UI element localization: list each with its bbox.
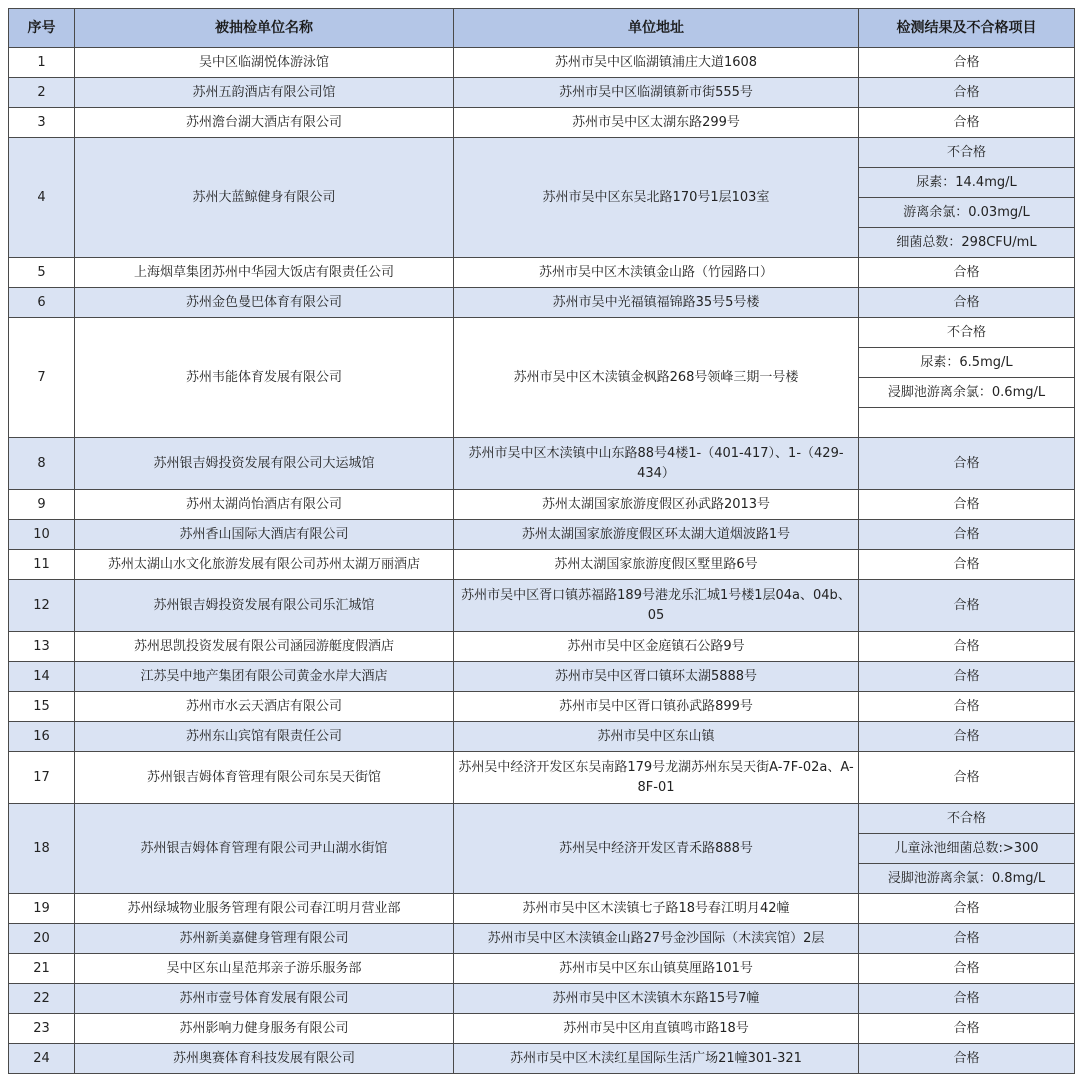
table-row — [9, 580, 1075, 632]
column-header-unit-name: 被抽检单位名称 — [75, 9, 454, 48]
row-address: 苏州太湖国家旅游度假区孙武路2013号 — [454, 490, 859, 520]
row-unit-name: 苏州太湖尚怡酒店有限公司 — [75, 490, 454, 520]
row-result: 合格 — [859, 894, 1075, 924]
row-result: 合格 — [859, 48, 1075, 78]
row-result: 合格 — [859, 288, 1075, 318]
row-failed-item: 浸脚池游离余氯：0.8mg/L — [859, 864, 1075, 894]
row-address: 苏州市吴中区木渎镇金枫路268号领峰三期一号楼 — [454, 318, 859, 438]
table-row — [9, 632, 1075, 662]
row-result: 合格 — [859, 984, 1075, 1014]
row-address: 苏州市吴中区胥口镇孙武路899号 — [454, 692, 859, 722]
row-address: 苏州市吴中区临湖镇浦庄大道1608 — [454, 48, 859, 78]
row-no: 18 — [9, 804, 75, 894]
row-unit-name: 苏州新美嘉健身管理有限公司 — [75, 924, 454, 954]
row-result: 合格 — [859, 752, 1075, 804]
row-result: 合格 — [859, 580, 1075, 632]
table-row — [9, 48, 1075, 78]
row-unit-name: 苏州市水云天酒店有限公司 — [75, 692, 454, 722]
table-row — [9, 138, 1075, 168]
table-row — [9, 550, 1075, 580]
row-unit-name: 苏州韦能体育发展有限公司 — [75, 318, 454, 438]
row-no: 12 — [9, 580, 75, 632]
row-no: 19 — [9, 894, 75, 924]
row-unit-name: 苏州影响力健身服务有限公司 — [75, 1014, 454, 1044]
row-address: 苏州市吴中区东吴北路170号1层103室 — [454, 138, 859, 258]
table-row — [9, 520, 1075, 550]
row-no: 7 — [9, 318, 75, 438]
row-result: 合格 — [859, 520, 1075, 550]
row-failed-item: 尿素：14.4mg/L — [859, 168, 1075, 198]
table-row — [9, 894, 1075, 924]
row-no: 16 — [9, 722, 75, 752]
row-result-status: 不合格 — [859, 804, 1075, 834]
row-no: 8 — [9, 438, 75, 490]
row-address: 苏州市吴中区木渎镇中山东路88号4楼1-（401-417）、1-（429-434） — [454, 438, 859, 490]
table-row — [9, 490, 1075, 520]
row-failed-item-empty — [859, 408, 1075, 438]
table-row — [9, 438, 1075, 490]
row-address: 苏州市吴中区胥口镇环太湖5888号 — [454, 662, 859, 692]
row-address: 苏州太湖国家旅游度假区墅里路6号 — [454, 550, 859, 580]
row-result: 合格 — [859, 438, 1075, 490]
row-no: 3 — [9, 108, 75, 138]
row-address: 苏州市吴中区甪直镇鸣市路18号 — [454, 1014, 859, 1044]
row-no: 14 — [9, 662, 75, 692]
row-address: 苏州市吴中区木渎镇木东路15号7幢 — [454, 984, 859, 1014]
column-header-address: 单位地址 — [454, 9, 859, 48]
row-unit-name: 苏州思凯投资发展有限公司涵园游艇度假酒店 — [75, 632, 454, 662]
table-row — [9, 258, 1075, 288]
row-no: 22 — [9, 984, 75, 1014]
row-result: 合格 — [859, 1044, 1075, 1074]
row-no: 13 — [9, 632, 75, 662]
row-address: 苏州市吴中区金庭镇石公路9号 — [454, 632, 859, 662]
row-unit-name: 苏州五韵酒店有限公司馆 — [75, 78, 454, 108]
row-result-status: 不合格 — [859, 318, 1075, 348]
row-address: 苏州吴中经济开发区东吴南路179号龙湖苏州东吴天街A-7F-02a、A-8F-01 — [454, 752, 859, 804]
table-row — [9, 752, 1075, 804]
row-unit-name: 苏州银吉姆体育管理有限公司尹山湖水街馆 — [75, 804, 454, 894]
table-header-row — [9, 9, 1075, 48]
row-no: 17 — [9, 752, 75, 804]
table-row — [9, 108, 1075, 138]
table-row — [9, 804, 1075, 834]
row-unit-name: 苏州澹台湖大酒店有限公司 — [75, 108, 454, 138]
row-result: 合格 — [859, 662, 1075, 692]
row-address: 苏州市吴中光福镇福锦路35号5号楼 — [454, 288, 859, 318]
row-unit-name: 苏州东山宾馆有限责任公司 — [75, 722, 454, 752]
row-result: 合格 — [859, 954, 1075, 984]
row-no: 6 — [9, 288, 75, 318]
column-header-result: 检测结果及不合格项目 — [859, 9, 1075, 48]
row-no: 9 — [9, 490, 75, 520]
row-no: 10 — [9, 520, 75, 550]
table-row — [9, 692, 1075, 722]
row-unit-name: 吴中区东山星范邦亲子游乐服务部 — [75, 954, 454, 984]
row-address: 苏州市吴中区东山镇莫厘路101号 — [454, 954, 859, 984]
row-unit-name: 江苏吴中地产集团有限公司黄金水岸大酒店 — [75, 662, 454, 692]
table-row — [9, 78, 1075, 108]
row-result: 合格 — [859, 258, 1075, 288]
row-unit-name: 苏州太湖山水文化旅游发展有限公司苏州太湖万丽酒店 — [75, 550, 454, 580]
row-failed-item: 儿童泳池细菌总数:>300 — [859, 834, 1075, 864]
row-unit-name: 上海烟草集团苏州中华园大饭店有限责任公司 — [75, 258, 454, 288]
row-result: 合格 — [859, 108, 1075, 138]
row-address: 苏州市吴中区太湖东路299号 — [454, 108, 859, 138]
row-unit-name: 苏州银吉姆体育管理有限公司东吴天街馆 — [75, 752, 454, 804]
row-address: 苏州市吴中区临湖镇新市街555号 — [454, 78, 859, 108]
row-no: 21 — [9, 954, 75, 984]
row-failed-item: 细菌总数：298CFU/mL — [859, 228, 1075, 258]
row-result: 合格 — [859, 722, 1075, 752]
inspection-results-table — [8, 8, 1075, 1074]
row-failed-item: 游离余氯：0.03mg/L — [859, 198, 1075, 228]
table-row — [9, 984, 1075, 1014]
row-no: 1 — [9, 48, 75, 78]
row-result-status: 不合格 — [859, 138, 1075, 168]
row-failed-item: 浸脚池游离余氯：0.6mg/L — [859, 378, 1075, 408]
table-row — [9, 924, 1075, 954]
row-unit-name: 苏州金色曼巴体育有限公司 — [75, 288, 454, 318]
table-row — [9, 662, 1075, 692]
row-result: 合格 — [859, 490, 1075, 520]
table-row — [9, 1044, 1075, 1074]
table-row — [9, 722, 1075, 752]
row-failed-item: 尿素：6.5mg/L — [859, 348, 1075, 378]
row-no: 15 — [9, 692, 75, 722]
row-no: 20 — [9, 924, 75, 954]
row-result: 合格 — [859, 692, 1075, 722]
row-result: 合格 — [859, 550, 1075, 580]
row-address: 苏州市吴中区木渎镇金山路（竹园路口） — [454, 258, 859, 288]
table-row — [9, 1014, 1075, 1044]
row-no: 4 — [9, 138, 75, 258]
row-unit-name: 吴中区临湖悦体游泳馆 — [75, 48, 454, 78]
table-row — [9, 954, 1075, 984]
row-address: 苏州吴中经济开发区青禾路888号 — [454, 804, 859, 894]
row-result: 合格 — [859, 924, 1075, 954]
row-address: 苏州市吴中区木渎红星国际生活广场21幢301-321 — [454, 1044, 859, 1074]
row-result: 合格 — [859, 1014, 1075, 1044]
row-address: 苏州太湖国家旅游度假区环太湖大道烟波路1号 — [454, 520, 859, 550]
column-header-no: 序号 — [9, 9, 75, 48]
row-unit-name: 苏州香山国际大酒店有限公司 — [75, 520, 454, 550]
row-no: 23 — [9, 1014, 75, 1044]
row-result: 合格 — [859, 78, 1075, 108]
row-no: 2 — [9, 78, 75, 108]
table-row — [9, 318, 1075, 348]
row-no: 11 — [9, 550, 75, 580]
table-row — [9, 288, 1075, 318]
row-address: 苏州市吴中区东山镇 — [454, 722, 859, 752]
row-unit-name: 苏州绿城物业服务管理有限公司春江明月营业部 — [75, 894, 454, 924]
row-result: 合格 — [859, 632, 1075, 662]
row-no: 5 — [9, 258, 75, 288]
row-unit-name: 苏州银吉姆投资发展有限公司大运城馆 — [75, 438, 454, 490]
row-address: 苏州市吴中区木渎镇金山路27号金沙国际（木渎宾馆）2层 — [454, 924, 859, 954]
row-address: 苏州市吴中区胥口镇苏福路189号港龙乐汇城1号楼1层04a、04b、05 — [454, 580, 859, 632]
row-address: 苏州市吴中区木渎镇七子路18号春江明月42幢 — [454, 894, 859, 924]
row-unit-name: 苏州银吉姆投资发展有限公司乐汇城馆 — [75, 580, 454, 632]
row-unit-name: 苏州市壹号体育发展有限公司 — [75, 984, 454, 1014]
row-no: 24 — [9, 1044, 75, 1074]
row-unit-name: 苏州奥赛体育科技发展有限公司 — [75, 1044, 454, 1074]
row-unit-name: 苏州大蓝鲸健身有限公司 — [75, 138, 454, 258]
